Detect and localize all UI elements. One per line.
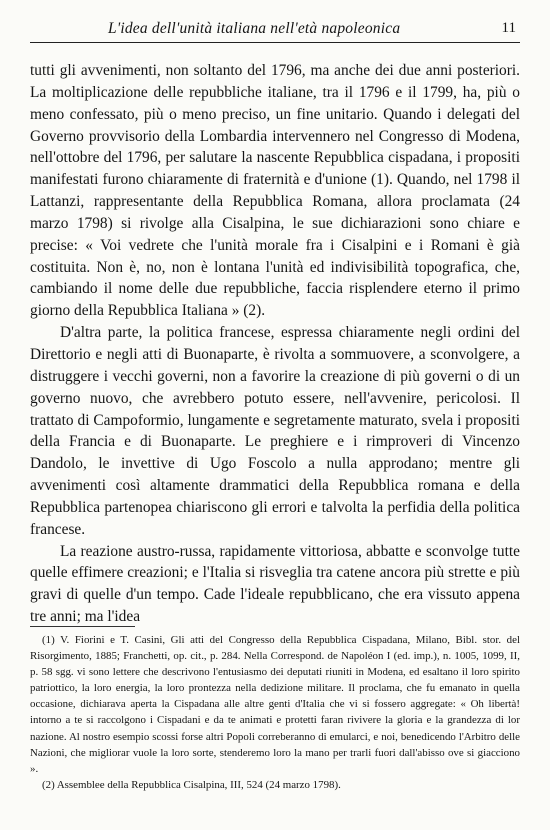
- footnotes: [30, 632, 520, 793]
- page-header: [30, 18, 520, 43]
- paragraph: tutti gli avvenimenti, non soltanto del 1796, ma anche dei due anni posteriori. La moltiplicazione delle repubbliche italiane, tra il 1796 e il 1799, ha, più o meno confessato, più o meno preciso, un fine unitario. Quando i delegati del Governo provvisorio della Lombardia intervennero nel Congresso di Modena, nell'ottobre del 1796, per salutare la nascente Repubblica cispadana, i propositi manifestati furono chiaramente di fraternità e d'unione (1). Quando, nel 1798 il Lattanzi, rappresentante della Repubblica Romana, allora proclamata (24 marzo 1798) si rivolge alla Cisalpina, le sue dichiarazioni sono chiare e precise: « Voi vedrete che l'unità morale fra i Cisalpini e i Romani è già costituita. Non è, no, non è lontana l'unità ed indivisibilità topografica, che, cambiando il nome delle due repubbliche, faccia risplendere eterno il primo giorno della Repubblica Italiana » (2).: [30, 62, 520, 320]
- page-number: 11: [501, 20, 516, 36]
- running-title: L'idea dell'unità italiana nell'età napoleonica: [108, 20, 401, 37]
- paragraph: D'altra parte, la politica francese, espressa chiaramente negli ordini del Direttorio e negli atti di Buonaparte, è rivolta a sommuovere, a sconvolgere, a distruggere i vecchi governi, non a favorire la creazione di più governi o di un governo nuovo, che avrebbero potuto essere, nell'avvenire, pericolosi. Il trattato di Campoformio, lungamente e segretamente maturato, svela i propositi della Francia e di Buonaparte. Le preghiere e i rimproveri di Vincenzo Dandolo, le invettive di Ugo Foscolo a nulla approdano; mentre gli avvenimenti così altamente drammatici della Repubblica romana e della Repubblica partenopea chiariscono gli errori e talvolta la perfidia della politica francese.: [30, 324, 520, 538]
- paragraph: La reazione austro-russa, rapidamente vittoriosa, abbatte e sconvolge tutte quelle effimere creazioni; e l'Italia si risveglia tra catene ancora più strette e più gravi di quelle d'un tempo. Cade l'ideale repubblicano, che era vissuto appena tre anni; ma l'idea: [30, 542, 520, 626]
- footnote: (1) V. Fiorini e T. Casini, Gli atti del Congresso della Repubblica Cispadana, Milano, Bibl. stor. del Risorgimento, 1885; Franchetti, op. cit., p. 284. Nella Correspond. de Napoléon I (ed. imp.), n. 1005, 1099, II, p. 58 sgg. vi sono lettere che descrivono l'entusiasmo dei deputati riuniti in Modena, ed esaltano il loro spirito patriottico, la loro energia, la loro prontezza nella dedizione militare. Il proclama, che fu emanato in quella occasione, dichiarava aperta la Cispadana alle altre genti d'Italia che vi si fossero aggregate: « Oh libertà! intorno a te si raccolgono i Cispadani e da te animati e protetti faran rivivere la gloria e la grandezza di lor nazione. Al nostro esempio scossi forse altri Popoli correberanno di emularci, e noi, benedicendo l'Arbitro delle Nazioni, che migliorar vuole la loro sorte, stenderemo loro la mano per trarli fuori dall'abisso ove si giacciono ».: [30, 634, 520, 775]
- footnote: (2) Assemblee della Repubblica Cisalpina, III, 524 (24 marzo 1798).: [42, 778, 341, 791]
- footnote-divider: [30, 626, 135, 627]
- body-text: [30, 60, 520, 628]
